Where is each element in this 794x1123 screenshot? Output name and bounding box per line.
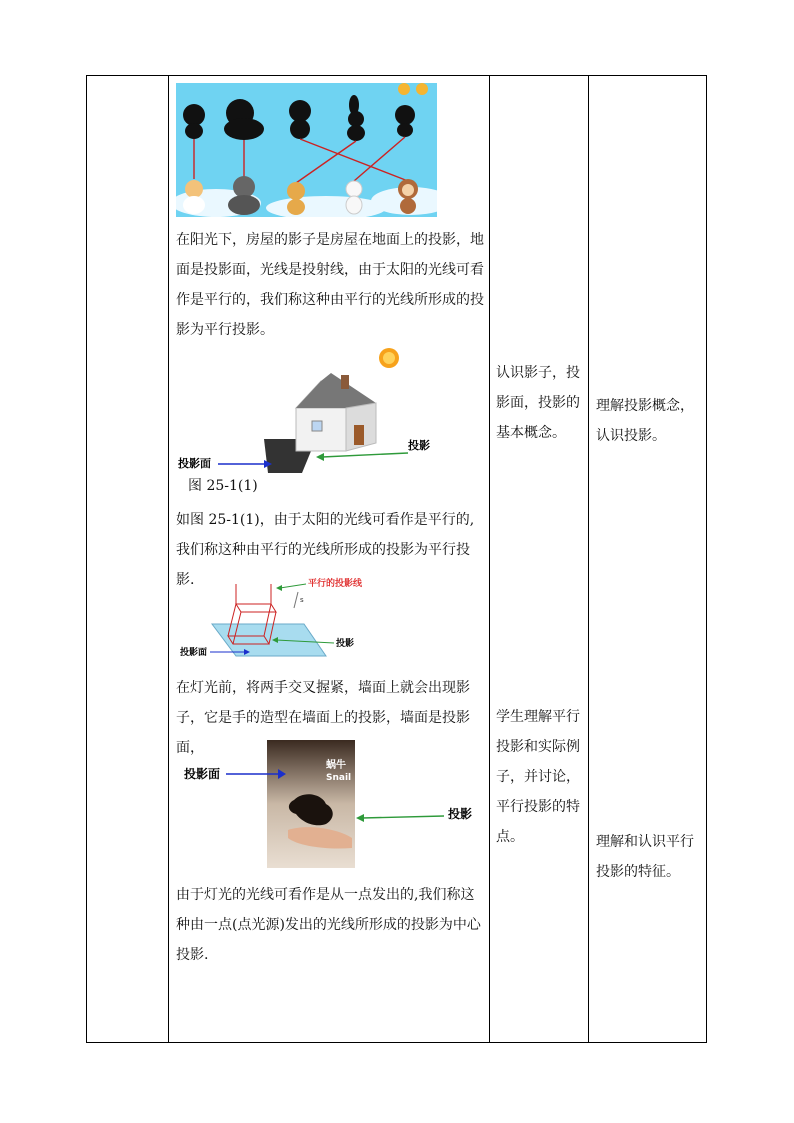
shadow-label: 投影 (408, 439, 430, 452)
paragraph-parallel-projection-intro: 在阳光下，房屋的影子是房屋在地面上的投影，地面是投影面，光线是投射线，由于太阳的光线可看作是平行的，我们称这种由平行的光线所形成的投影为平行投影。 (176, 232, 484, 338)
intent-text-1: 理解投影概念，认识投影。 (596, 398, 694, 444)
paragraph-figure-explanation: 如图 25-1(1)，由于太阳的光线可看作是平行的,我们称这种由平行的光线所形成的投影为平行投影. (176, 512, 475, 588)
screen-label: 投影面 (184, 767, 221, 781)
direction-s-label: s (300, 596, 304, 604)
column-divider (588, 76, 589, 1042)
snail-title-en: Snail (326, 773, 352, 783)
intent-text-2: 理解和认识平行投影的特征。 (596, 834, 694, 880)
paragraph-central-projection: 由于灯光的光线可看作是从一点发出的,我们称这种由一点(点光源)发出的光线所形成的投影为中心投影. (176, 887, 481, 963)
column-divider (489, 76, 490, 1042)
hand-shadow-figure (176, 738, 486, 870)
goal-text-1: 认识影子，投影面，投影的基本概念。 (496, 365, 580, 441)
screen-label: 投影面 (178, 457, 211, 470)
paragraph-hand-shadow: 在灯光前，将两手交叉握紧，墙面上就会出现影子，它是手的造型在墙面上的投影，墙面是投影面， (176, 680, 470, 756)
parallel-lines-label: 平行的投影线 (308, 579, 363, 589)
shadow-label: 投影 (448, 807, 473, 821)
silhouette-matching-image (176, 83, 437, 217)
screen-label: 投影面 (180, 648, 208, 658)
column-divider (168, 76, 169, 1042)
house-shadow-figure (176, 343, 438, 475)
snail-title-cn: 蜗牛 (326, 760, 346, 771)
shadow-label: 投影 (336, 639, 355, 649)
figure-caption: 图 25-1(1) (188, 478, 258, 494)
goal-text-2: 学生理解平行投影和实际例子，并讨论，平行投影的特点。 (496, 709, 580, 845)
projection-plane-figure (176, 574, 376, 662)
